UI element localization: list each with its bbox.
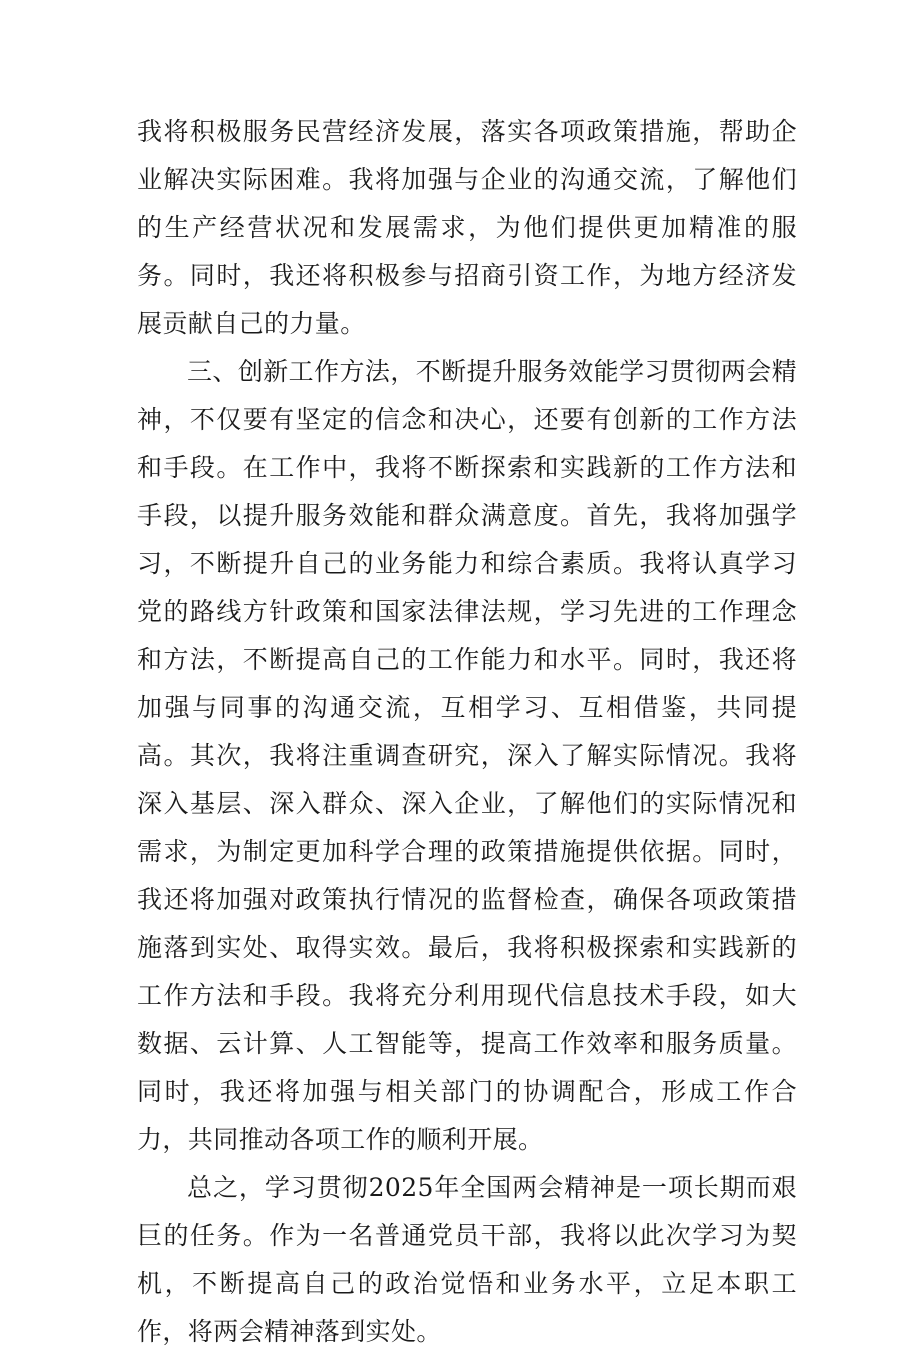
document-body (137, 108, 797, 1356)
paragraph-innovate-work-methods: 三、创新工作方法，不断提升服务效能学习贯彻两会精神，不仅要有坚定的信念和决心，还要有创新的工作方法和手段。在工作中，我将不断探索和实践新的工作方法和手段，以提升服务效能和群众满意度。首先，我将加强学习，不断提升自己的业务能力和综合素质。我将认真学习党的路线方针政策和国家法律法规，学习先进的工作理念和方法，不断提高自己的工作能力和水平。同时，我还将加强与同事的沟通交流，互相学习、互相借鉴，共同提高。其次，我将注重调查研究，深入了解实际情况。我将深入基层、深入群众、深入企业，了解他们的实际情况和需求，为制定更加科学合理的政策措施提供依据。同时，我还将加强对政策执行情况的监督检查，确保各项政策措施落到实处、取得实效。最后，我将积极探索和实践新的工作方法和手段。我将充分利用现代信息技术手段，如大数据、云计算、人工智能等，提高工作效率和服务质量。同时，我还将加强与相关部门的协调配合，形成工作合力，共同推动各项工作的顺利开展。 (137, 357, 797, 1154)
paragraph-private-economy: 我将积极服务民营经济发展，落实各项政策措施，帮助企业解决实际困难。我将加强与企业的沟通交流，了解他们的生产经营状况和发展需求，为他们提供更加精准的服务。同时，我还将积极参与招商引资工作，为地方经济发展贡献自己的力量。 (137, 117, 797, 338)
paragraph-conclusion: 总之，学习贯彻2025年全国两会精神是一项长期而艰巨的任务。作为一名普通党员干部，我将以此次学习为契机，不断提高自己的政治觉悟和业务水平，立足本职工作，将两会精神落到实处。 (137, 1173, 797, 1346)
